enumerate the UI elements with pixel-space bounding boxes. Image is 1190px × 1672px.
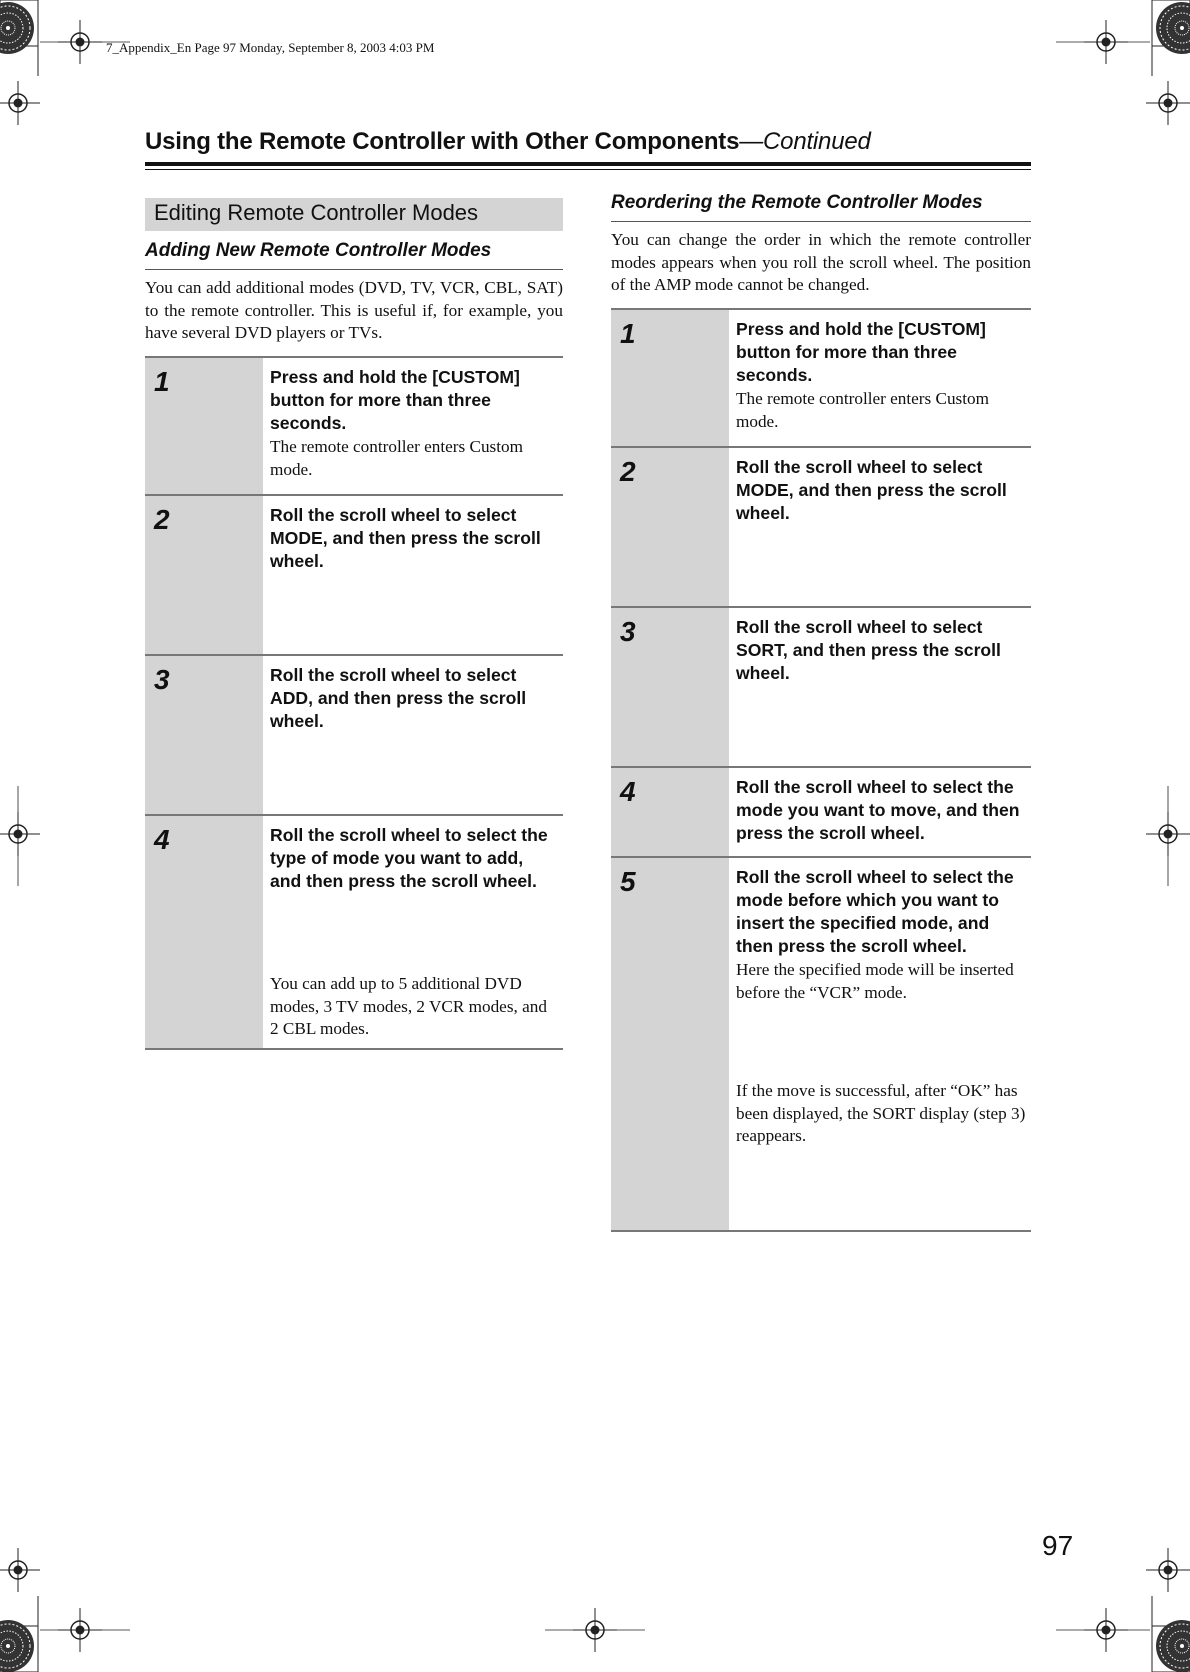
step-row xyxy=(145,358,563,496)
right-subheading-rule xyxy=(611,221,1031,222)
step-instruction: Roll the scroll wheel to select the type of mode you want to add, and then press the scroll wheel. xyxy=(270,825,548,891)
right-intro-paragraph: You can change the order in which the remote controller modes appears when you roll the scroll wheel. The position of the AMP mode cannot be changed. xyxy=(611,230,1031,294)
step-note: You can add up to 5 additional DVD modes, 3 TV modes, 2 VCR modes, and 2 CBL modes. xyxy=(270,974,547,1038)
step-number: 3 xyxy=(611,608,729,766)
step-note: The remote controller enters Custom mode. xyxy=(736,389,989,431)
step-body xyxy=(263,496,563,654)
page-title xyxy=(145,128,871,156)
left-intro-paragraph: You can add additional modes (DVD, TV, VCR, CBL, SAT) to the remote controller. This is useful if, for example, you have several DVD players or TVs. xyxy=(145,278,563,342)
left-subheading: Adding New Remote Controller Modes xyxy=(145,240,492,261)
step-body xyxy=(729,608,1031,766)
page-title-continued: —Continued xyxy=(739,128,871,155)
step-row xyxy=(611,310,1031,448)
step-instruction: Press and hold the [CUSTOM] button for more than three seconds. xyxy=(736,319,986,385)
step-body xyxy=(729,448,1031,606)
step-number: 4 xyxy=(145,816,263,1048)
step-note: The remote controller enters Custom mode. xyxy=(270,437,523,479)
page-title-main: Using the Remote Controller with Other Components xyxy=(145,128,740,155)
step-number: 5 xyxy=(611,858,729,1230)
page-number: 97 xyxy=(1042,1530,1074,1561)
step-row xyxy=(145,656,563,816)
step-instruction: Roll the scroll wheel to select SORT, and then press the scroll wheel. xyxy=(736,617,1001,683)
step-number: 1 xyxy=(145,358,263,494)
step-body xyxy=(263,656,563,814)
step-number: 2 xyxy=(611,448,729,606)
right-subheading: Reordering the Remote Controller Modes xyxy=(611,192,983,213)
title-rule xyxy=(145,162,1031,166)
step-row xyxy=(145,816,563,1050)
step-row xyxy=(145,496,563,656)
step-number: 2 xyxy=(145,496,263,654)
right-steps-table xyxy=(611,308,1031,1232)
left-subheading-rule xyxy=(145,269,563,270)
step-body xyxy=(263,358,563,494)
step-body xyxy=(729,858,1031,1230)
step-instruction: Press and hold the [CUSTOM] button for more than three seconds. xyxy=(270,367,520,433)
section-heading: Editing Remote Controller Modes xyxy=(154,200,479,225)
step-note-secondary: If the move is successful, after “OK” has been displayed, the SORT display (step 3) reappears. xyxy=(736,1081,1026,1145)
step-note: Here the specified mode will be inserted before the “VCR” mode. xyxy=(736,960,1014,1002)
left-steps-table xyxy=(145,356,563,1050)
step-number: 3 xyxy=(145,656,263,814)
step-instruction: Roll the scroll wheel to select MODE, and then press the scroll wheel. xyxy=(270,505,541,571)
step-row xyxy=(611,608,1031,768)
file-slug: 7_Appendix_En Page 97 Monday, September 8, 2003 4:03 PM xyxy=(106,40,435,55)
step-instruction: Roll the scroll wheel to select ADD, and then press the scroll wheel. xyxy=(270,665,527,731)
step-body xyxy=(729,310,1031,446)
step-instruction: Roll the scroll wheel to select MODE, and then press the scroll wheel. xyxy=(736,457,1007,523)
step-number: 1 xyxy=(611,310,729,446)
step-row xyxy=(611,768,1031,858)
step-instruction: Roll the scroll wheel to select the mode you want to move, and then press the scroll wheel. xyxy=(736,777,1020,843)
step-row xyxy=(611,448,1031,608)
step-body xyxy=(263,816,563,1048)
step-body xyxy=(729,768,1031,856)
title-rule-thin xyxy=(145,169,1031,170)
step-number: 4 xyxy=(611,768,729,856)
step-instruction: Roll the scroll wheel to select the mode before which you want to insert the specified mode, and then press the scroll wheel. xyxy=(736,867,1014,956)
step-row xyxy=(611,858,1031,1232)
